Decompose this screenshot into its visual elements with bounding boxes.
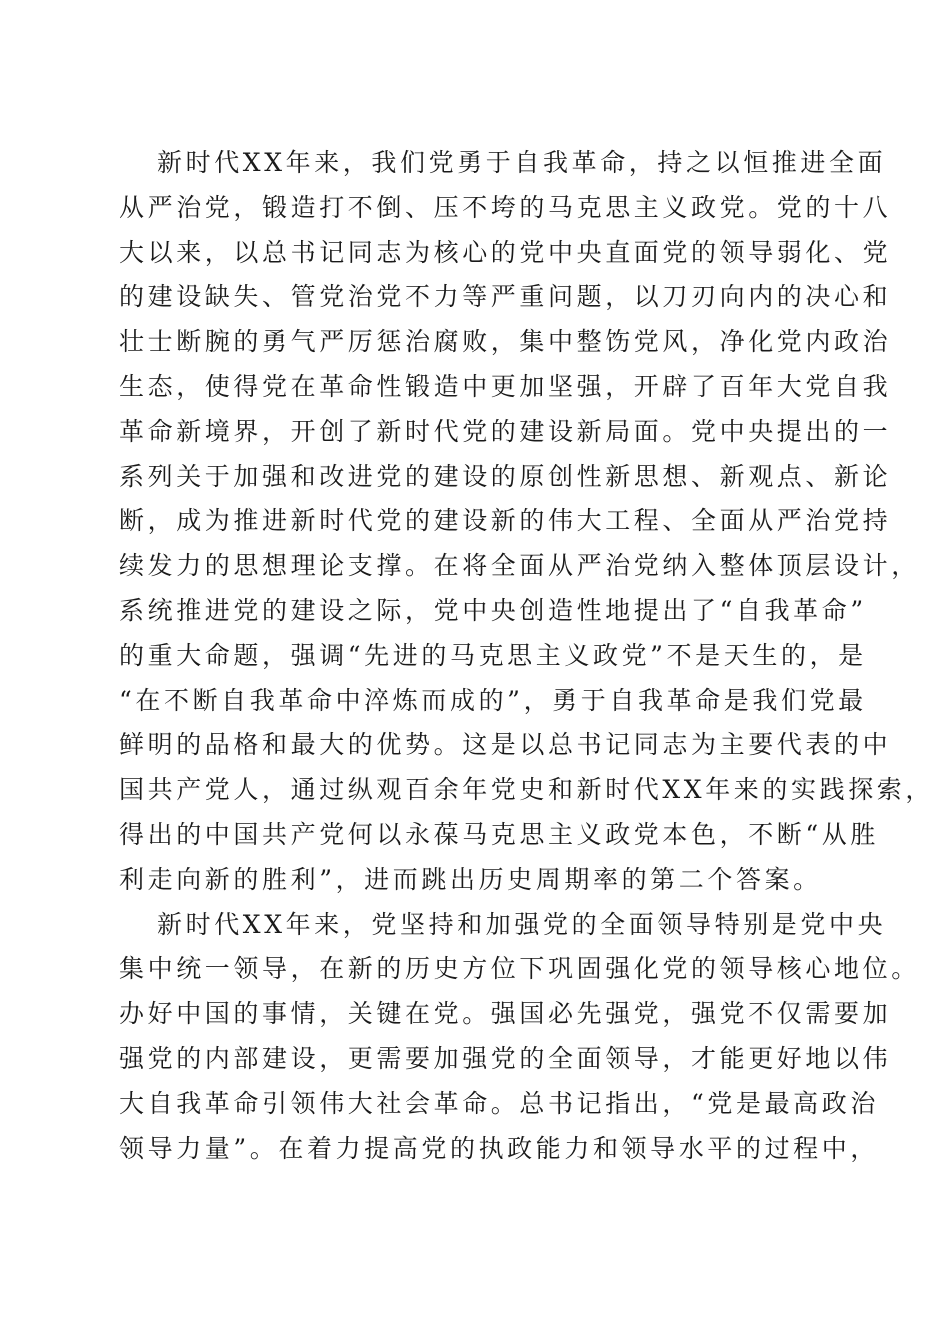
text-line: 新时代XX年来，党坚持和加强党的全面领导特别是党中央 [157, 909, 887, 939]
text-line: 领导力量”。在着力提高党的执政能力和领导水平的过程中， [119, 1133, 879, 1163]
text-line: 系列关于加强和改进党的建设的原创性新思想、新观点、新论 [119, 461, 892, 491]
text-line: 的重大命题，强调“先进的马克思主义政党”不是天生的，是 [119, 640, 867, 670]
text-line: 集中统一领导，在新的历史方位下巩固强化党的领导核心地位。 [119, 954, 920, 984]
text-line: 大以来，以总书记同志为核心的党中央直面党的领导弱化、党 [119, 237, 892, 267]
text-line: 大自我革命引领伟大社会革命。总书记指出，“党是最高政治 [119, 1088, 879, 1118]
text-line: 国共产党人，通过纵观百余年党史和新时代XX年来的实践探索， [119, 775, 934, 805]
text-line: 强党的内部建设，更需要加强党的全面领导，才能更好地以伟 [119, 1043, 892, 1073]
text-line: 的建设缺失、管党治党不力等严重问题，以刀刃向内的决心和 [119, 282, 892, 312]
text-line: 新时代XX年来，我们党勇于自我革命，持之以恒推进全面 [157, 148, 887, 177]
text-line: 系统推进党的建设之际，党中央创造性地提出了“自我革命” [119, 595, 867, 625]
text-line: “在不断自我革命中淬炼而成的”，勇于自我革命是我们党最 [119, 685, 867, 715]
body-text [119, 141, 934, 1171]
text-line: 革命新境界，开创了新时代党的建设新局面。党中央提出的一 [119, 416, 892, 446]
text-line: 得出的中国共产党何以永葆马克思主义政党本色，不断“从胜 [119, 819, 879, 849]
paragraph-2 [119, 903, 920, 1172]
text-line: 续发力的思想理论支撑。在将全面从严治党纳入整体顶层设计， [119, 551, 920, 581]
text-line: 断，成为推进新时代党的建设新的伟大工程、全面从严治党持 [119, 506, 892, 536]
paragraph-1 [119, 141, 934, 903]
text-line: 办好中国的事情，关键在党。强国必先强党，强党不仅需要加 [119, 999, 892, 1029]
text-line: 利走向新的胜利”，进而跳出历史周期率的第二个答案。 [119, 864, 822, 894]
text-line: 鲜明的品格和最大的优势。这是以总书记同志为主要代表的中 [119, 730, 892, 760]
text-line: 壮士断腕的勇气严厉惩治腐败，集中整饬党风，净化党内政治 [119, 327, 892, 357]
text-line: 从严治党，锻造打不倒、压不垮的马克思主义政党。党的十八 [119, 192, 892, 222]
text-line: 生态，使得党在革命性锻造中更加坚强，开辟了百年大党自我 [119, 371, 892, 401]
